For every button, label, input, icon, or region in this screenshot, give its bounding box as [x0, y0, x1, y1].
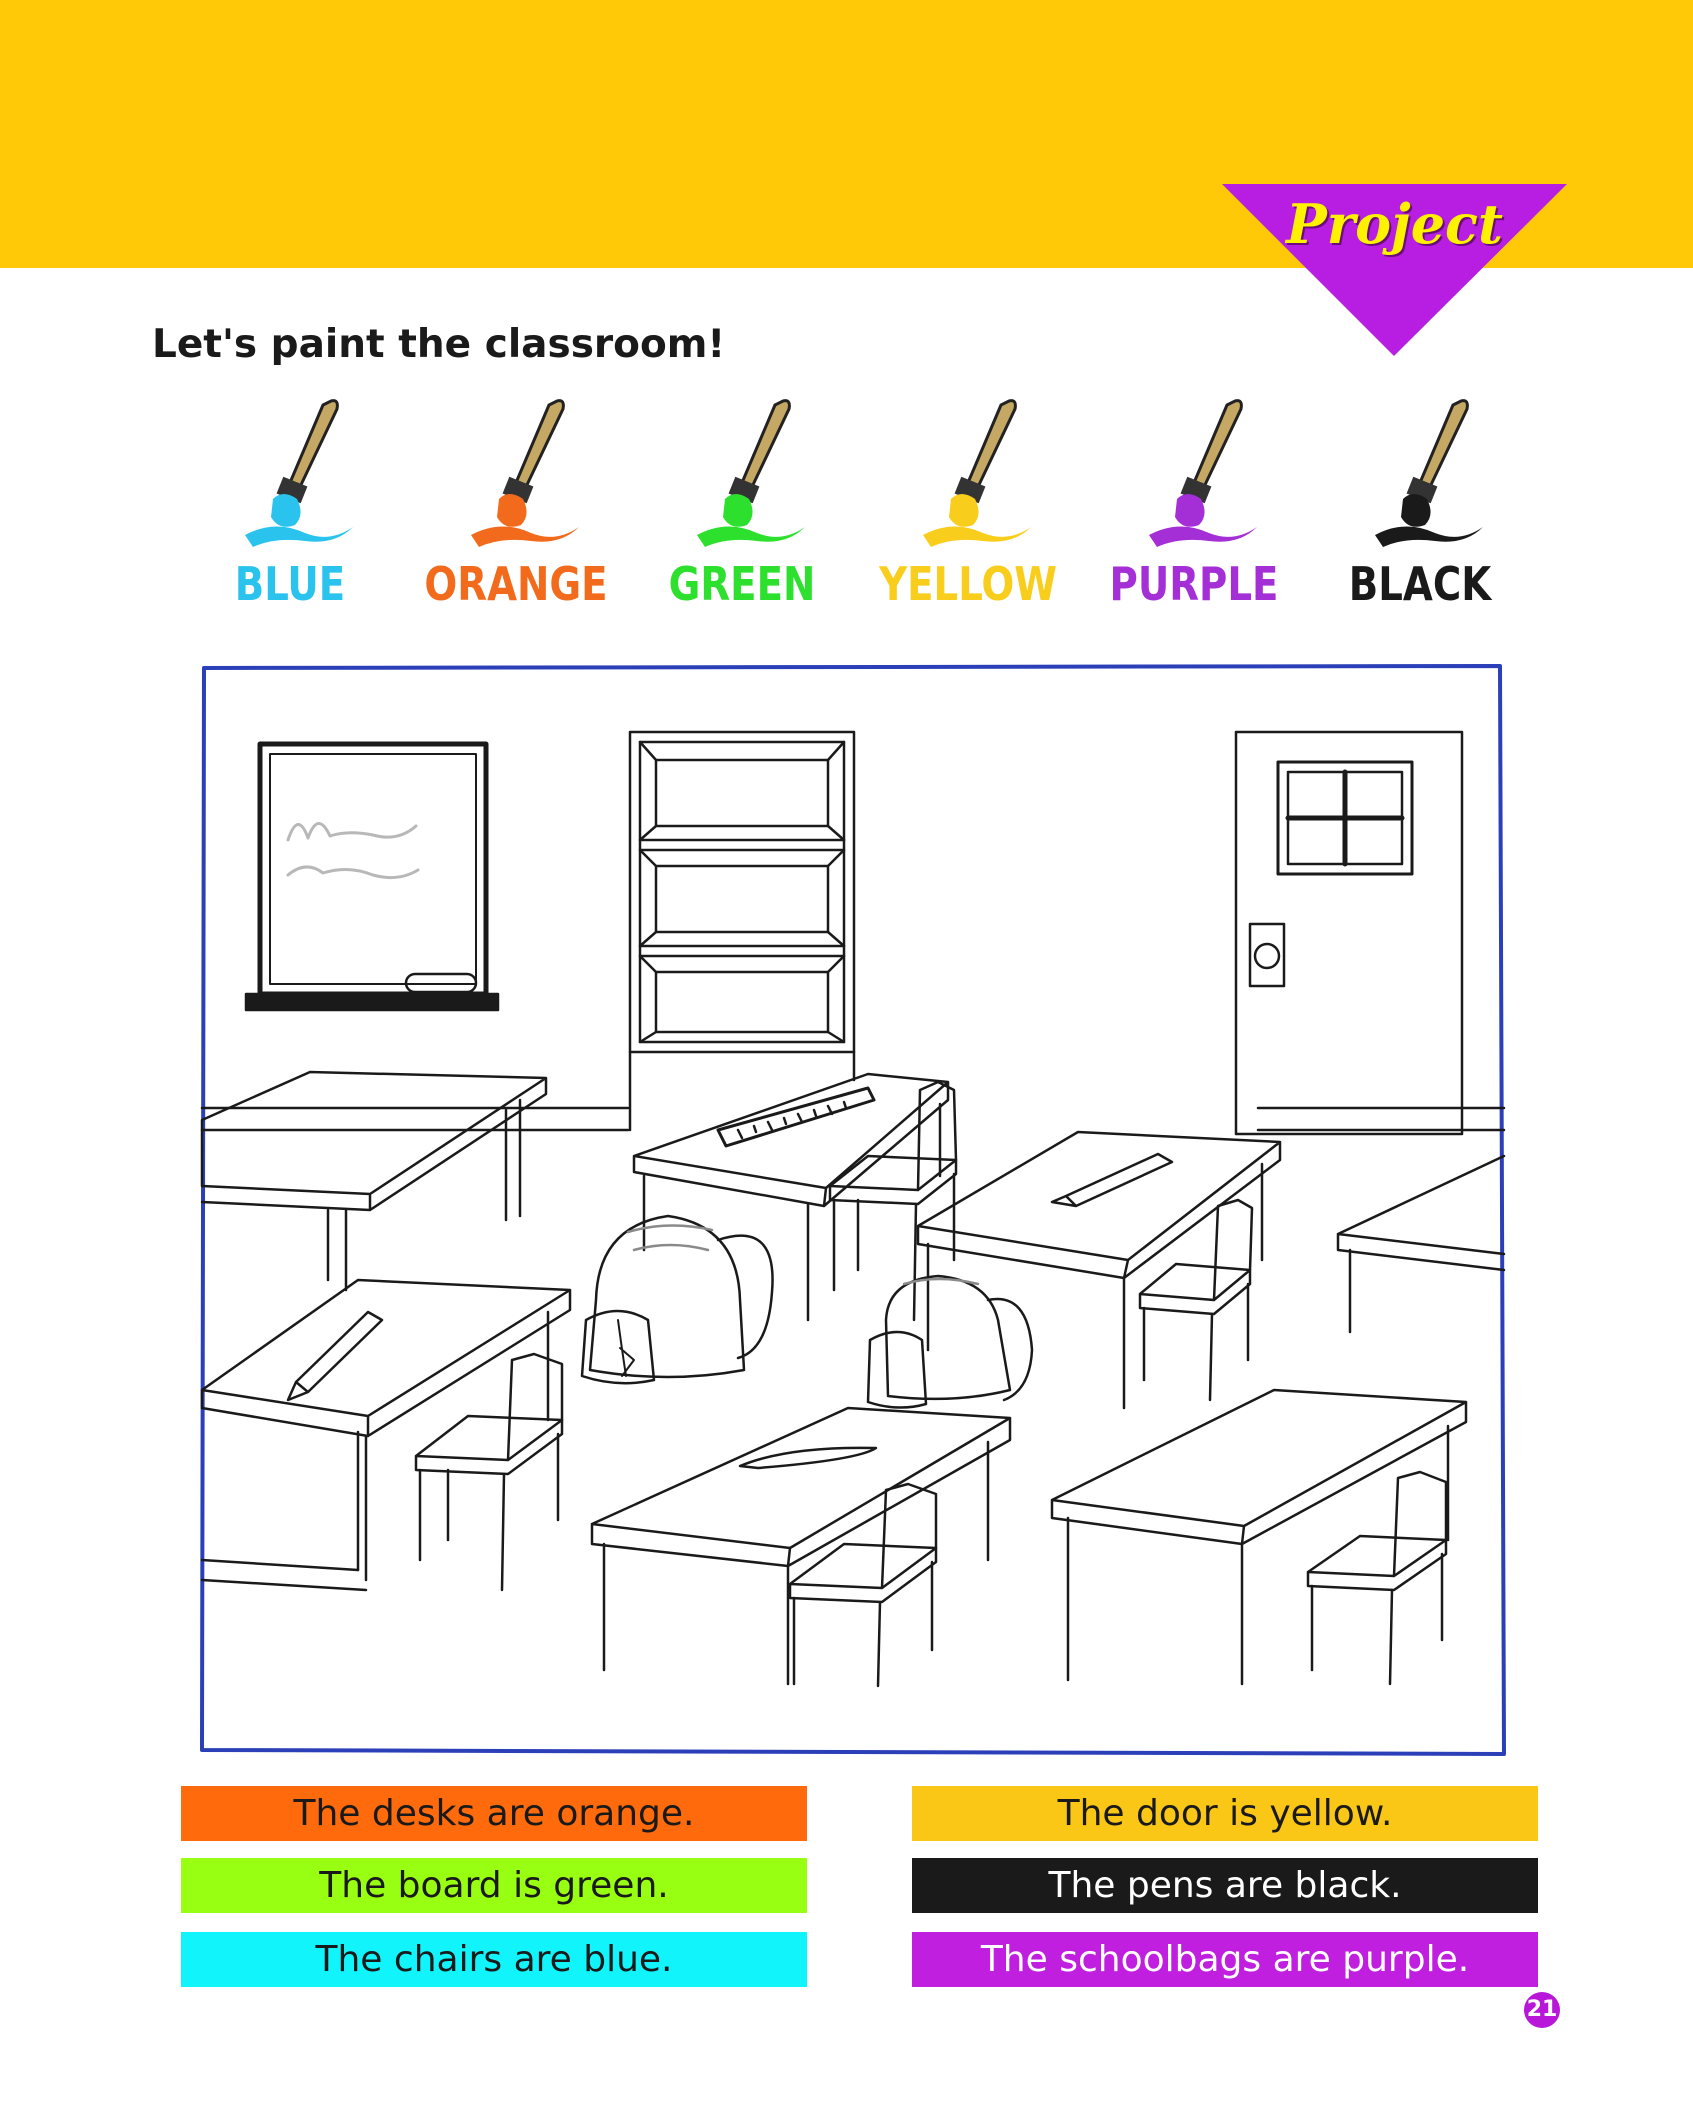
paint-swatch-orange: [421, 395, 641, 620]
desk-back-center: [634, 1074, 948, 1320]
chair: [1308, 1472, 1446, 1684]
paintbrush-icon: [913, 395, 1033, 555]
chair: [1140, 1200, 1252, 1400]
color-label: YELLOW: [879, 558, 1057, 612]
sentence-left-2: The board is green.: [181, 1858, 807, 1913]
sentence-left-1: The desks are orange.: [181, 1786, 807, 1841]
paintbrush-icon: [235, 395, 355, 555]
page-number: 21: [1524, 1992, 1560, 2028]
color-label: PURPLE: [1109, 558, 1279, 612]
sentence-right-1: The door is yellow.: [912, 1786, 1538, 1841]
paint-swatch-green: [647, 395, 867, 620]
paint-swatch-blue: [195, 395, 415, 620]
door: [1236, 732, 1462, 1134]
sentence-left-3: The chairs are blue.: [181, 1932, 807, 1987]
desk-far-right: [1338, 1156, 1504, 1332]
paintbrush-icon: [687, 395, 807, 555]
chair: [790, 1484, 936, 1686]
color-label: ORANGE: [424, 558, 608, 612]
chair: [830, 1082, 956, 1320]
color-label: BLUE: [234, 558, 346, 612]
backpack: [868, 1276, 1032, 1408]
paintbrush-icon: [1365, 395, 1485, 555]
classroom-coloring-illustration: [198, 660, 1508, 1760]
paintbrush-icon: [1139, 395, 1259, 555]
color-palette: [195, 395, 1515, 620]
blackboard: [246, 744, 498, 1010]
paint-swatch-black: [1325, 395, 1545, 620]
backpack: [582, 1216, 773, 1383]
paintbrush-icon: [461, 395, 581, 555]
color-label: BLACK: [1348, 558, 1492, 612]
desk-front-center: [592, 1408, 1010, 1684]
bookshelf: [630, 732, 854, 1130]
sentence-right-2: The pens are black.: [912, 1858, 1538, 1913]
desk-back-right: [918, 1132, 1280, 1408]
instruction-heading: Let's paint the classroom!: [152, 322, 726, 367]
desk-back-left: [202, 1072, 546, 1290]
desk-mid-left: [202, 1280, 570, 1590]
color-label: GREEN: [668, 558, 816, 612]
project-label: Project: [1286, 192, 1503, 256]
paint-swatch-yellow: [873, 395, 1093, 620]
chair: [416, 1354, 562, 1590]
sentence-right-3: The schoolbags are purple.: [912, 1932, 1538, 1987]
paint-swatch-purple: [1099, 395, 1319, 620]
